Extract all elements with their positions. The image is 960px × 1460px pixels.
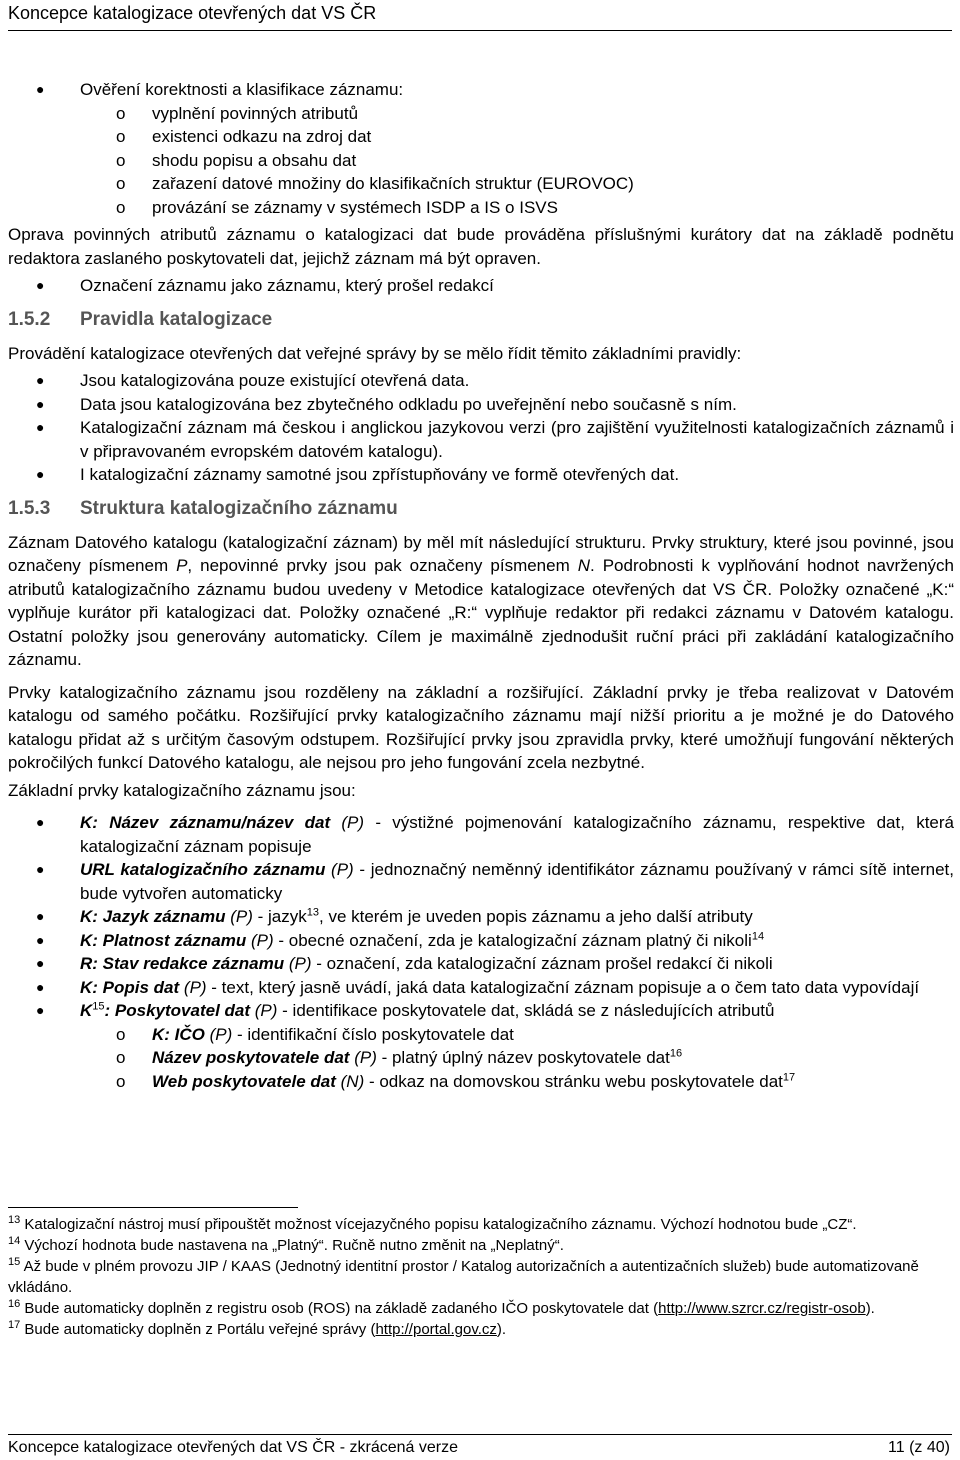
elements-paragraph: Prvky katalogizačního záznamu jsou rozděleny na základní a rozšiřující. Základní prvky je třeba realizovat v Datovém katalogu od samého počátku. Rozšiřující prvky katalogizačního záznamu mají nižší prioritu a je možné je do Datového katalogu přidat až s určitým časovým odstupem. Rozšiřující prvky jsou zpravidla prvky, které umožňují fungování některých pokročilých funkcí Datového katalogu, ale nejsou pro jeho fungování zcela nezbytné. xyxy=(8,682,954,772)
rule-item: ● I katalogizační záznamy samotné jsou zpřístupňovány ve formě otevřených dat. xyxy=(36,465,680,484)
rule-item: ● Data jsou katalogizována bez zbytečného odkladu po uveřejnění nebo současně s ním. xyxy=(36,394,737,414)
element-item: ● R: Stav redakce záznamu (P) - označení, zda katalogizační záznam prošel redakcí či nikoli xyxy=(36,954,773,973)
footnote-13: $^{13}$ Katalogizační nástroj musí připouštět možnost vícejazyčného popisu katalogizačního záznamu. Výchozí hodnotou bude „CZ“. xyxy=(8,1214,857,1233)
page-header xyxy=(8,0,952,31)
footer-title: Koncepce katalogizace otevřených dat VS ČR - zkrácená verze xyxy=(8,1439,459,1456)
list-item-marking: ● Označení záznamu jako záznamu, který prošel redakcí xyxy=(8,274,954,298)
element-item: ● K: Název záznamu/název dat (P) - výstižné pojmenování katalogizačního záznamu, respektive dat, která katalogizační záznam popisuje xyxy=(36,813,954,856)
basic-elements-lead: Základní prvky katalogizačního záznamu jsou: xyxy=(8,780,356,800)
correction-paragraph: Oprava povinných atributů záznamu o katalogizaci dat bude prováděna příslušnými kurátory dat na základě podnětu redaktora zaslaného poskytovateli dat, jejichž záznam má být opraven. xyxy=(8,225,954,268)
section-heading-1-5-3: 1.5.3 Struktura katalogizačního záznamu xyxy=(8,497,398,519)
footnote-14: $^{14}$ Výchozí hodnota bude nastavena na „Platný“. Ručně nutno změnit na „Neplatný“. xyxy=(8,1235,564,1254)
page-body xyxy=(8,78,954,1093)
rules-lead: Provádění katalogizace otevřených dat veřejné správy by se mělo řídit těmito základními pravidly: xyxy=(8,343,742,363)
bullet: ● xyxy=(36,81,45,97)
footnote-17: $^{17}$ Bude automaticky doplněn z Portálu veřejné správy (http://portal.gov.cz). xyxy=(8,1319,507,1338)
provider-sub-item: o Název poskytovatele dat (P) - platný úplný název poskytovatele dat$^{16}$ xyxy=(116,1047,683,1067)
sub-list-item: o existenci odkazu na zdroj dat xyxy=(116,127,372,146)
portal-link[interactable]: http://portal.gov.cz xyxy=(375,1321,497,1338)
rule-item: ● Katalogizační záznam má českou i anglickou jazykovou verzi (pro zajištění využitelnosti katalogizačních záznamů i v připravovaném evropském datovém katalogu). xyxy=(36,418,954,461)
element-item: ● URL katalogizačního záznamu (P) - jednoznačný neměnný identifikátor záznamu používaný v rámci sítě internet, bude vytvořen automaticky xyxy=(36,860,954,903)
provider-sub-item: o Web poskytovatele dat (N) - odkaz na domovskou stránku webu poskytovatele dat$^{17}$ xyxy=(116,1070,796,1091)
section-heading-1-5-2: 1.5.2 Pravidla katalogizace xyxy=(8,308,273,330)
page-number: 11 (z 40) xyxy=(888,1439,950,1456)
footnotes xyxy=(8,1214,948,1340)
rule-item: ● Jsou katalogizována pouze existující otevřená data. xyxy=(36,371,470,390)
footnote-16: $^{16}$ Bude automaticky doplněn z registru osob (ROS) na základě zadaného IČO poskytovatele dat (http://www.szrcr.cz/registr-osob). xyxy=(8,1298,875,1317)
element-item: ● K: Platnost záznamu (P) - obecné označení, zda je katalogizační záznam platný či nikoli$^{14}$ xyxy=(36,929,765,950)
structure-paragraph: Záznam Datového katalogu (katalogizační záznam) by měl mít následující strukturu. Prvky struktury, které jsou povinné, jsou označeny písmenem P, nepovinné prvky jsou pak označeny písmenem N. Podrobnosti k vyplňování hodnot navržených atributů katalogizačního záznamu budou uvedeny v Metodice katalogizace otevřených dat VS ČR. Položky označené „K:“ vyplňuje kurátor při katalogizaci dat. Položky označené „R:“ vyplňuje redaktor při redakci záznamu v Datovém katalogu. Ostatní položky jsou generovány automaticky. Cílem je maximálně zjednodušit ruční práci při zakládání katalogizačního záznamu. xyxy=(8,532,954,669)
ros-link[interactable]: http://www.szrcr.cz/registr-osob xyxy=(658,1300,866,1317)
list-item-verification xyxy=(8,78,954,102)
sub-list-item: o provázání se záznamy v systémech ISDP a IS o ISVS xyxy=(116,197,558,217)
footnote-separator xyxy=(8,1207,298,1208)
provider-sub-item: o K: IČO (P) - identifikační číslo poskytovatele dat xyxy=(116,1024,514,1044)
verification-label: Ověření korektnosti a klasifikace záznamu: xyxy=(80,80,404,99)
footnote-15: $^{15}$ Až bude v plném provozu JIP / KAAS (Jednotný identitní prostor / Katalog autorizačních a autentizačních služeb) bude automatizovaně vkládáno. xyxy=(8,1256,919,1296)
sub-list-item: o zařazení datové množiny do klasifikačních struktur (EUROVOC) xyxy=(116,174,634,193)
element-item: ● K: Popis dat (P) - text, který jasně uvádí, jaká data katalogizační záznam popisuje a o čem tato data vypovídají xyxy=(36,977,920,997)
page-footer xyxy=(8,1434,952,1459)
element-item: ● $K^{15}$: Poskytovatel dat (P) - identifikace poskytovatele dat, skládá se z následujících atributů xyxy=(36,1000,775,1020)
header-title: Koncepce katalogizace otevřených dat VS ČR xyxy=(8,3,377,23)
element-item: ● K: Jazyk záznamu (P) - jazyk$^{13}$, ve kterém je uveden popis záznamu a jeho další atributy xyxy=(36,906,753,926)
sub-list-item: o vyplnění povinných atributů xyxy=(116,103,359,123)
sub-list-item: o shodu popisu a obsahu dat xyxy=(116,150,357,170)
bullet: ● xyxy=(36,277,45,293)
